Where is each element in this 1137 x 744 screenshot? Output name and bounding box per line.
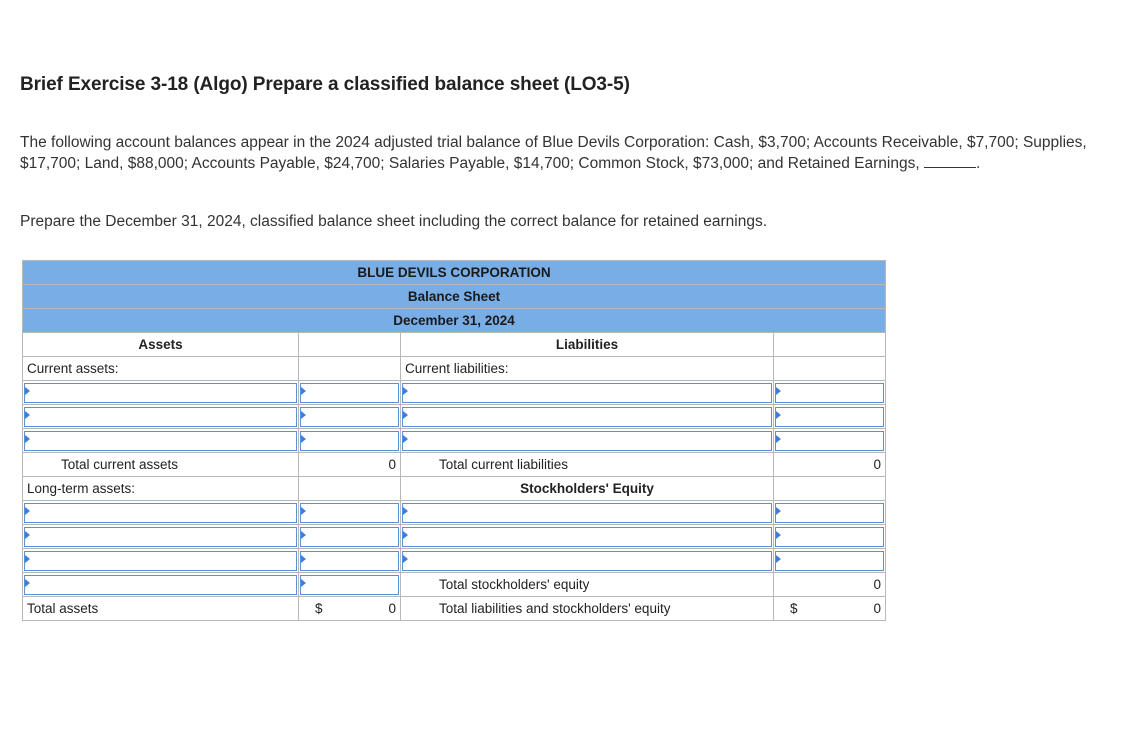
equity-heading: Stockholders' Equity	[401, 477, 774, 501]
long-term-asset-name-input-2[interactable]	[24, 527, 297, 547]
equity-name-input-1[interactable]	[402, 503, 772, 523]
empty-cell	[299, 357, 401, 381]
current-asset-name-input-2[interactable]	[24, 407, 297, 427]
balance-sheet-table	[22, 260, 886, 621]
task-instruction: Prepare the December 31, 2024, classified balance sheet including the correct balance for retained earnings.	[20, 213, 768, 230]
assets-heading: Assets	[23, 333, 299, 357]
long-term-asset-name-input-4[interactable]	[24, 575, 297, 595]
empty-cell	[774, 333, 886, 357]
current-asset-name-input-3[interactable]	[24, 431, 297, 451]
long-term-assets-label: Long-term assets:	[23, 477, 299, 501]
current-assets-label: Current assets:	[23, 357, 299, 381]
current-liability-name-input-2[interactable]	[402, 407, 772, 427]
total-current-assets-label: Total current assets	[23, 453, 299, 477]
current-asset-amount-input-3[interactable]	[300, 431, 399, 451]
statement-name: Balance Sheet	[23, 285, 886, 309]
current-liability-amount-input-1[interactable]	[775, 383, 884, 403]
instructions-text: The following account balances appear in the 2024 adjusted trial balance of Blue Devils Corporation: Cash, $3,700; Accounts Receivable, $7,700; Supplies, $17,700; Land, $88,000; Accounts Payable, $24,700; Salaries Payable, $14,700; Common Stock, $73,000; and Retained Earnings,	[20, 134, 1087, 172]
total-current-assets-value: 0	[299, 453, 401, 477]
empty-cell	[774, 357, 886, 381]
total-assets-cell	[299, 597, 401, 621]
long-term-asset-amount-input-1[interactable]	[300, 503, 399, 523]
current-liability-amount-input-2[interactable]	[775, 407, 884, 427]
total-equity-value: 0	[774, 573, 886, 597]
total-liab-equity-currency: $	[790, 601, 798, 616]
total-equity-label: Total stockholders' equity	[401, 573, 774, 597]
liabilities-heading: Liabilities	[401, 333, 774, 357]
total-current-liabilities-value: 0	[774, 453, 886, 477]
retained-earnings-blank	[924, 153, 976, 168]
current-liability-name-input-3[interactable]	[402, 431, 772, 451]
current-asset-amount-input-2[interactable]	[300, 407, 399, 427]
current-asset-amount-input-1[interactable]	[300, 383, 399, 403]
instructions-paragraph	[20, 133, 1100, 174]
statement-date: December 31, 2024	[23, 309, 886, 333]
current-liability-name-input-1[interactable]	[402, 383, 772, 403]
equity-amount-input-3[interactable]	[775, 551, 884, 571]
company-name: BLUE DEVILS CORPORATION	[23, 261, 886, 285]
equity-amount-input-2[interactable]	[775, 527, 884, 547]
equity-amount-input-1[interactable]	[775, 503, 884, 523]
page-title: Brief Exercise 3-18 (Algo) Prepare a classified balance sheet (LO3-5)	[20, 74, 630, 95]
total-current-liabilities-label: Total current liabilities	[401, 453, 774, 477]
current-liabilities-label: Current liabilities:	[401, 357, 774, 381]
total-liab-equity-label: Total liabilities and stockholders' equity	[401, 597, 774, 621]
empty-cell	[299, 333, 401, 357]
current-asset-name-input-1[interactable]	[24, 383, 297, 403]
instructions-period: .	[975, 155, 981, 172]
total-assets-label: Total assets	[23, 597, 299, 621]
long-term-asset-amount-input-2[interactable]	[300, 527, 399, 547]
long-term-asset-amount-input-4[interactable]	[300, 575, 399, 595]
current-liability-amount-input-3[interactable]	[775, 431, 884, 451]
empty-cell	[299, 477, 401, 501]
total-assets-value: 0	[388, 601, 396, 616]
total-liab-equity-value: 0	[873, 601, 881, 616]
equity-name-input-3[interactable]	[402, 551, 772, 571]
long-term-asset-name-input-3[interactable]	[24, 551, 297, 571]
long-term-asset-name-input-1[interactable]	[24, 503, 297, 523]
long-term-asset-amount-input-3[interactable]	[300, 551, 399, 571]
empty-cell	[774, 477, 886, 501]
total-assets-currency: $	[315, 601, 323, 616]
equity-name-input-2[interactable]	[402, 527, 772, 547]
total-liab-equity-cell	[774, 597, 886, 621]
